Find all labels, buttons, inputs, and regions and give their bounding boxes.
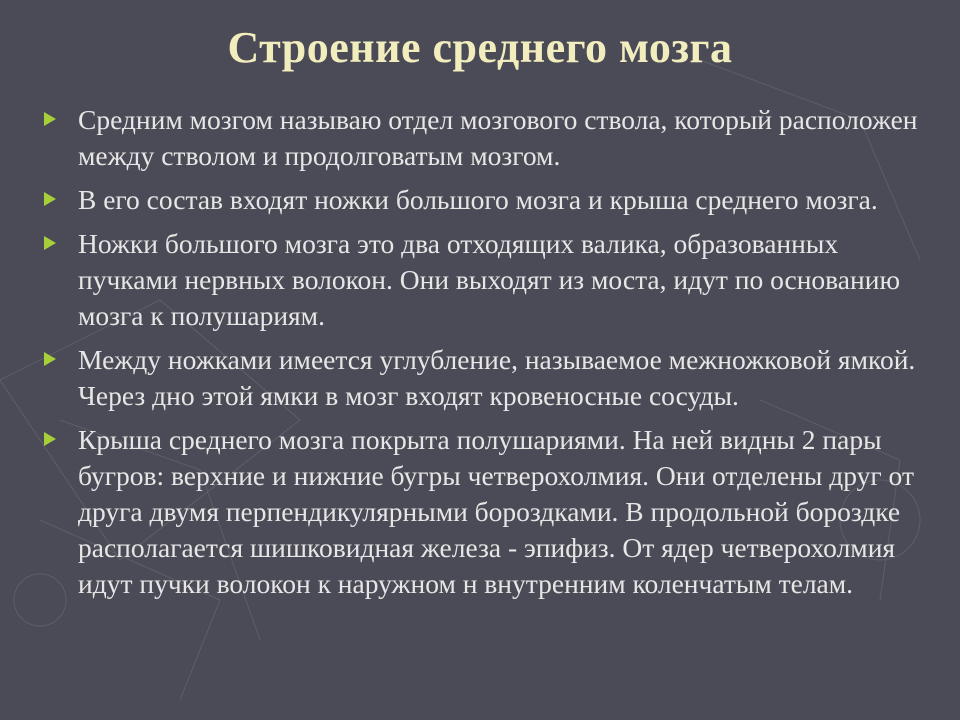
triangle-right-icon xyxy=(44,352,56,366)
bullet-item xyxy=(44,422,924,602)
triangle-right-icon xyxy=(44,432,56,446)
bullet-text: Крыша среднего мозга покрыта полушариями. На ней видны 2 пары бугров: верхние и нижние бугры четверохолмия. Они отделены друг от друга двумя перпендикулярными бороздками. В продольной бороздке располагается шишковидная железа - эпифиз. От ядер четверохолмия идут пучки волокон к наружном н внутренним коленчатым телам. xyxy=(78,424,914,599)
bullet-text: В его состав входят ножки большого мозга и крыша среднего мозга. xyxy=(78,184,878,215)
bullet-list xyxy=(44,102,924,610)
bullet-text: Средним мозгом называю отдел мозгового ствола, который расположен между стволом и продолговатым мозгом. xyxy=(78,104,918,171)
triangle-right-icon xyxy=(44,112,56,126)
bullet-item xyxy=(44,182,924,218)
bullet-text: Между ножками имеется углубление, называемое межножковой ямкой. Через дно этой ямки в мозг входят кровеносные сосуды. xyxy=(78,344,916,411)
triangle-right-icon xyxy=(44,192,56,206)
bullet-item xyxy=(44,342,924,414)
triangle-right-icon xyxy=(44,236,56,250)
bullet-item xyxy=(44,102,924,174)
bullet-text: Ножки большого мозга это два отходящих валика, образованных пучками нервных волокон. Они выходят из моста, идут по основанию мозга к полушариям. xyxy=(78,228,900,331)
slide-title: Строение среднего мозга xyxy=(227,23,733,72)
bullet-item xyxy=(44,226,924,334)
